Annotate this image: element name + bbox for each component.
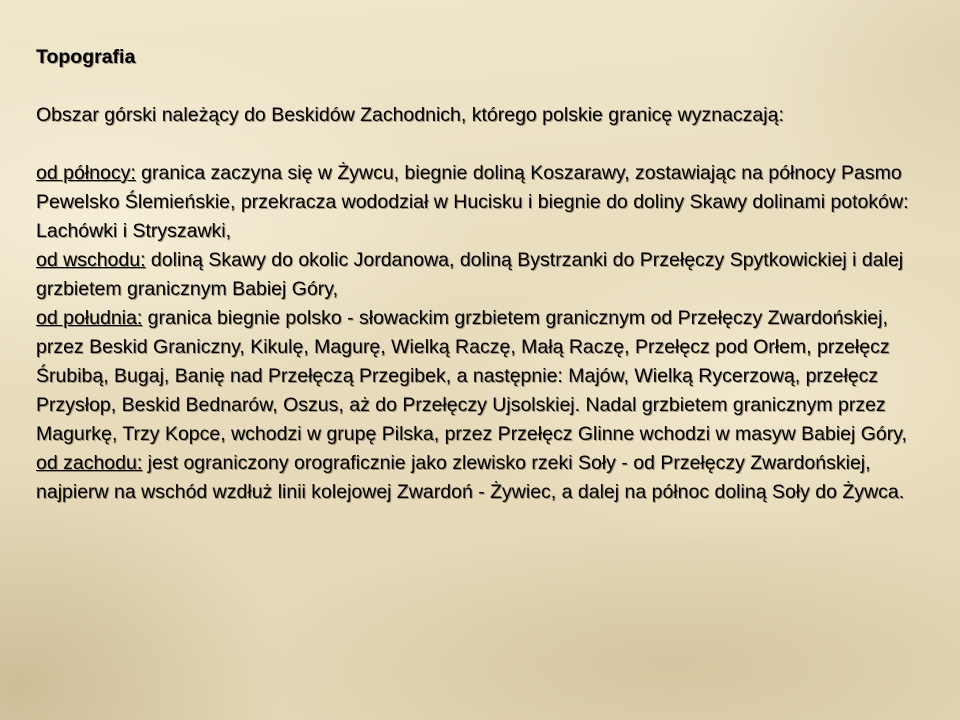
blank-line bbox=[36, 130, 920, 159]
section-label-west: od zachodu: bbox=[36, 452, 143, 474]
blank-line bbox=[36, 72, 920, 101]
section-east bbox=[36, 246, 920, 304]
section-south bbox=[36, 304, 920, 449]
section-label-south: od południa: bbox=[36, 307, 143, 329]
section-label-east: od wschodu: bbox=[36, 249, 146, 271]
section-north bbox=[36, 159, 920, 246]
section-text-east: doliną Skawy do okolic Jordanowa, doliną Bystrzanki do Przełęczy Spytkowickiej i dalej grzbietem granicznym Babiej Góry, bbox=[36, 249, 904, 300]
slide-text-block bbox=[36, 43, 920, 507]
intro-paragraph: Obszar górski należący do Beskidów Zachodnich, którego polskie granicę wyznaczają: bbox=[36, 104, 784, 126]
slide-title: Topografia bbox=[36, 46, 136, 68]
section-text-west: jest ograniczony orograficznie jako zlewisko rzeki Soły - od Przełęczy Zwardońskiej, najpierw na wschód wzdłuż linii kolejowej Zwardoń - Żywiec, a dalej na północ doliną Soły do Żywca. bbox=[36, 452, 905, 503]
section-label-north: od północy: bbox=[36, 162, 136, 184]
section-west bbox=[36, 449, 920, 507]
section-text-south: granica biegnie polsko - słowackim grzbietem granicznym od Przełęczy Zwardońskiej, przez Beskid Graniczny, Kikulę, Magurę, Wielką Raczę, Małą Raczę, Przełęcz pod Orłem, przełęcz Śrubibą, Bugaj, Banię nad Przełęczą Przegibek, a następnie: Majów, Wielką Rycerzową, przełęcz Przysłop, Beskid Bednarów, Oszus, aż do Przełęczy Ujsolskiej. Nadal grzbietem granicznym przez Magurkę, Trzy Kopce, wchodzi w grupę Pilska, przez Przełęcz Glinne wchodzi w masyw Babiej Góry, bbox=[36, 307, 907, 445]
section-text-north: granica zaczyna się w Żywcu, biegnie doliną Koszarawy, zostawiając na północy Pasmo Pewelsko Ślemieńskie, przekracza wododział w Hucisku i biegnie do doliny Skawy dolinami potoków: Lachówki i Stryszawki, bbox=[36, 162, 909, 242]
